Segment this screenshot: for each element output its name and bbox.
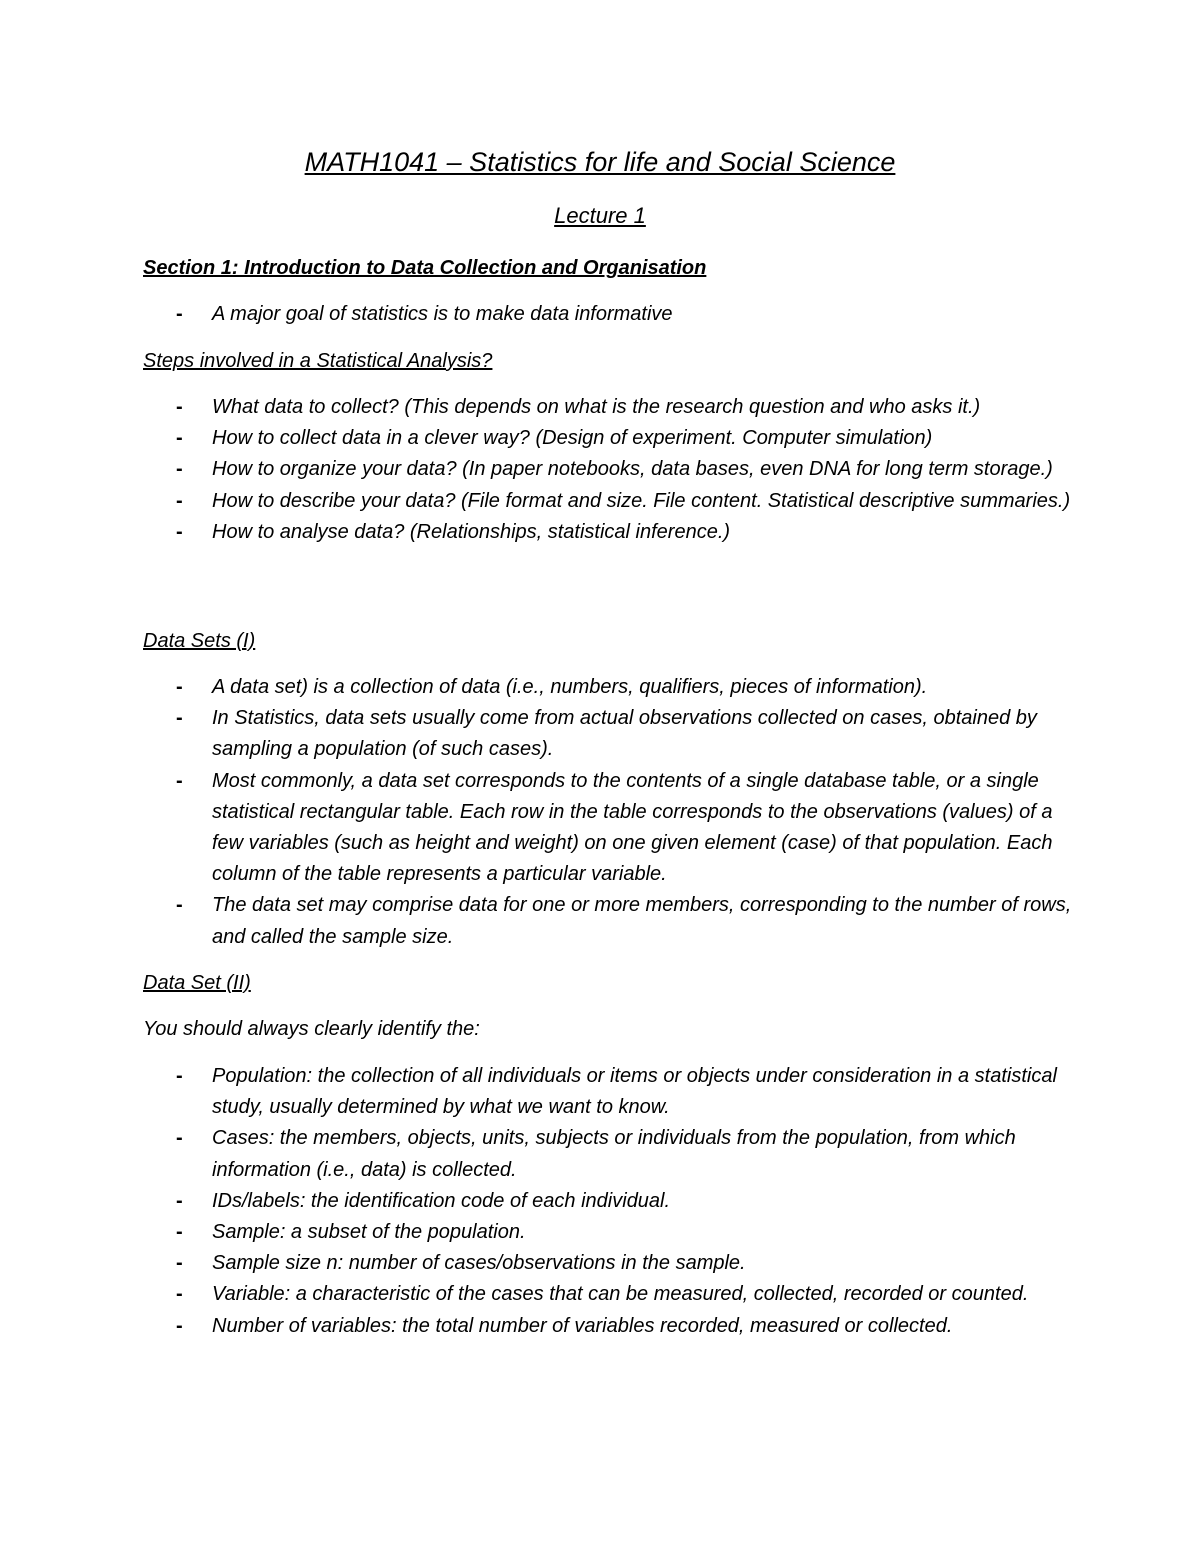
bullet-text: Sample: a subset of the population. — [212, 1221, 526, 1244]
bullet-text: How to analyse data? (Relationships, statistical inference.) — [212, 520, 731, 543]
list-item — [0, 1279, 1074, 1310]
bullet-text: How to organize your data? (In paper notebooks, data bases, even DNA for long term storage.) — [212, 458, 1053, 481]
data-sets-1-heading: Data Sets (I) — [143, 630, 256, 652]
lecture-heading: Lecture 1 — [554, 203, 646, 228]
list-item — [0, 1217, 1074, 1248]
bullet-dash: - — [176, 458, 183, 481]
bullet-dash: - — [176, 707, 183, 730]
bullet-dash: - — [176, 396, 183, 418]
bullet-text: Sample size n: number of cases/observations in the sample. — [212, 1252, 746, 1275]
document-title: MATH1041 – Statistics for life and Social Science — [304, 147, 896, 177]
bullet-text: Population: the collection of all individuals or items or objects under consideration in a statistical study, usually determined by what we want to know. — [212, 1065, 1057, 1119]
bullet-dash: - — [176, 894, 183, 917]
data-set-2-heading: Data Set (II) — [143, 972, 251, 994]
bullet-dash: - — [176, 1221, 183, 1244]
bullet-text: Number of variables: the total number of variables recorded, measured or collected. — [212, 1314, 953, 1337]
list-item — [0, 890, 1074, 952]
bullet-dash: - — [176, 676, 183, 698]
bullet-dash: - — [176, 520, 183, 543]
bullet-text: What data to collect? (This depends on what is the research question and who asks it.) — [212, 396, 981, 418]
bullet-dash: - — [176, 427, 183, 450]
bullet-dash: - — [176, 1127, 183, 1150]
list-item — [0, 423, 1074, 454]
list-item — [0, 392, 1074, 423]
bullet-dash: - — [176, 1252, 183, 1275]
list-item — [0, 766, 1074, 891]
list-item — [0, 1061, 1074, 1123]
list-item — [0, 1248, 1074, 1279]
bullet-dash: - — [176, 1314, 183, 1337]
bullet-dash: - — [176, 1065, 183, 1087]
data-set-2-intro: You should always clearly identify the: — [143, 1018, 480, 1040]
list-item — [0, 454, 1074, 485]
steps-bullet-list — [0, 392, 1200, 548]
bullet-text: IDs/labels: the identification code of each individual. — [212, 1189, 671, 1212]
bullet-dash: - — [176, 1283, 183, 1306]
bullet-text: Most commonly, a data set corresponds to the contents of a single database table, or a single statistical rectangular table. Each row in the table corresponds to the observations (values) of a few variables (such as height and weight) on one given element (case) of that population. Each column of the table represents a particular variable. — [212, 769, 1053, 886]
bullet-text: In Statistics, data sets usually come from actual observations collected on cases, obtained by sampling a population (of such cases). — [212, 707, 1037, 761]
bullet-text: How to collect data in a clever way? (Design of experiment. Computer simulation) — [212, 427, 933, 450]
bullet-dash: - — [176, 769, 183, 792]
data-sets-1-bullet-list — [0, 672, 1200, 953]
bullet-text: How to describe your data? (File format and size. File content. Statistical descriptive summaries.) — [212, 489, 1071, 512]
bullet-text: Cases: the members, objects, units, subjects or individuals from the population, from which information (i.e., data) is collected. — [212, 1127, 1016, 1181]
bullet-dash: - — [176, 303, 183, 325]
list-item — [0, 703, 1074, 765]
bullet-text: A major goal of statistics is to make data informative — [212, 303, 673, 325]
data-set-2-bullet-list — [0, 1061, 1200, 1342]
list-item — [0, 1311, 1074, 1342]
list-item — [0, 517, 1074, 548]
section-heading: Section 1: Introduction to Data Collection and Organisation — [143, 257, 707, 279]
bullet-dash: - — [176, 489, 183, 512]
list-item — [0, 486, 1074, 517]
list-item — [0, 299, 1074, 330]
bullet-text: Variable: a characteristic of the cases that can be measured, collected, recorded or counted. — [212, 1283, 1029, 1306]
list-item — [0, 672, 1074, 703]
list-item — [0, 1186, 1074, 1217]
bullet-text: The data set may comprise data for one or more members, corresponding to the number of rows, and called the sample size. — [212, 894, 1072, 948]
bullet-text: A data set) is a collection of data (i.e., numbers, qualifiers, pieces of information). — [212, 676, 928, 698]
intro-bullet-list — [0, 299, 1200, 330]
bullet-dash: - — [176, 1189, 183, 1212]
steps-heading: Steps involved in a Statistical Analysis? — [143, 350, 493, 372]
list-item — [0, 1123, 1074, 1185]
